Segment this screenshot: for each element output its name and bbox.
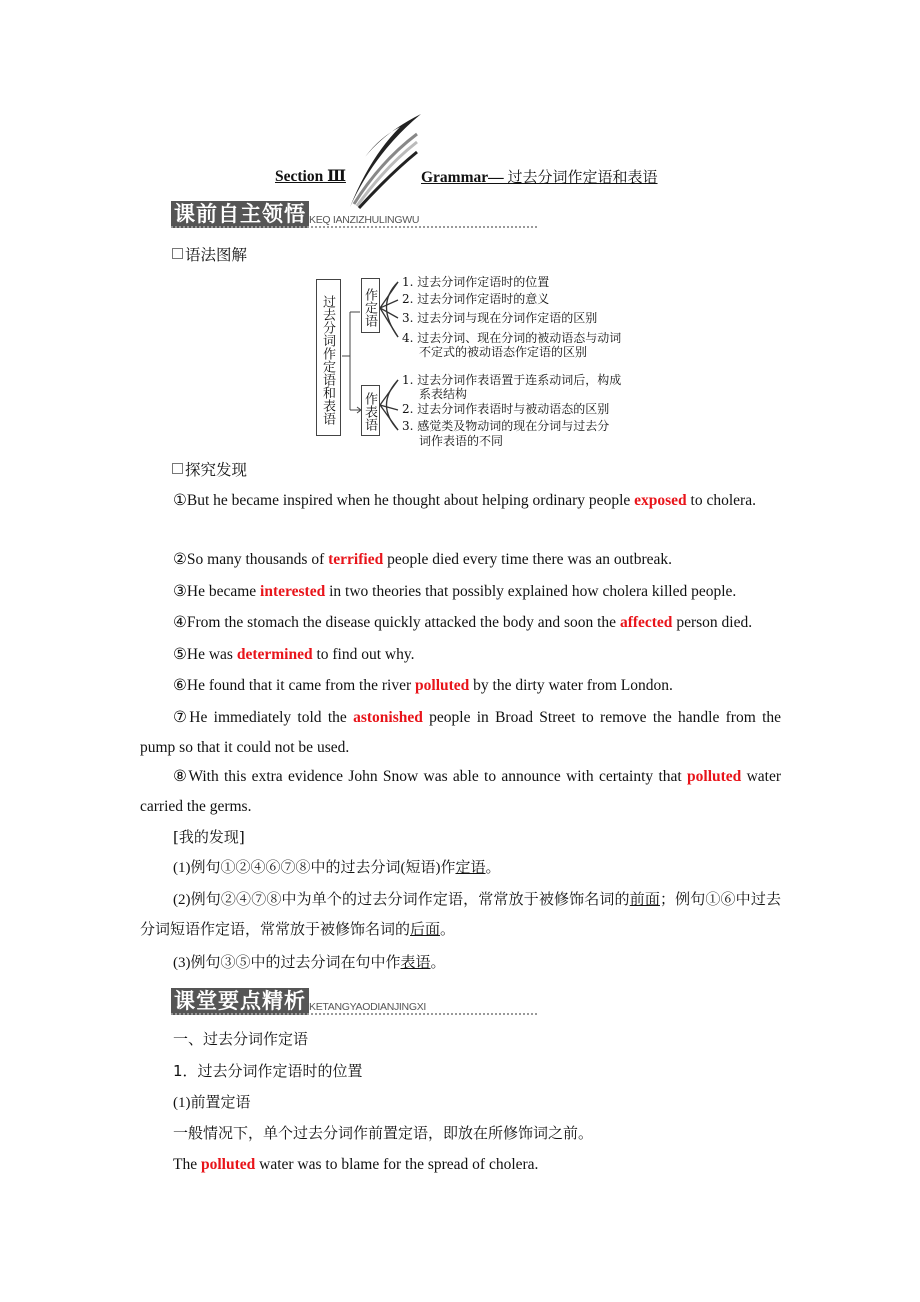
diagram-heading-text: 语法图解 [185,246,248,264]
diagram-item: 3. 感觉类及物动词的现在分词与过去分 [402,419,610,433]
finding-answer: 表语 [400,955,431,971]
diagram-root-box: 过去分词作定语和表语 [316,279,341,436]
sentence-text: by the dirty water from London. [469,677,673,694]
topic-title: 过去分词作定语和表语 [507,168,658,186]
finding-text: 。 [430,955,446,971]
lesson-example [140,1150,781,1180]
example-sentence-4 [140,608,781,638]
swoosh-logo-icon [345,112,425,212]
sentence-text: to find out why. [312,646,415,663]
checkbox-icon [172,463,183,474]
sentence-text: people in Broad Street to remove the handle from the pump so that it could not be used. [140,709,782,756]
explore-heading [172,458,247,480]
example-sentence-7 [140,703,781,763]
lesson-text: 一般情况下，单个过去分词作前置定语，即放在所修饰词之前。 [173,1126,594,1142]
banner-preview-title: 课前自主领悟 [171,201,309,228]
finding-3 [140,948,781,978]
grammar-label [421,166,658,187]
diagram-branch-predicative: 作表语 [361,385,380,436]
example-sentence-8 [140,762,781,822]
diagram-item: 2. 过去分词作表语时与被动语态的区别 [402,402,610,416]
diagram-item: 3. 过去分词与现在分词作定语的区别 [402,311,598,325]
sentence-text: people died every time there was an outbreak. [383,551,672,568]
finding-answer: 前面 [629,892,660,908]
finding-text: 。 [485,860,501,876]
highlight-word: astonished [353,709,423,726]
sentence-text: ④From the stomach the disease quickly attacked the body and soon the [173,614,620,631]
sentence-text: ②So many thousands of [173,551,329,568]
lesson-heading-2: 1．过去分词作定语时的位置 [173,1062,363,1080]
finding-text: (3)例句③⑤中的过去分词在句中作 [173,955,401,971]
highlight-word: polluted [200,1156,256,1173]
finding-text: (2)例句②④⑦⑧中为单个的过去分词作定语，常常放于被修饰名词的 [173,892,630,908]
finding-answer: 定语 [455,860,486,876]
highlight-word: polluted [415,677,470,694]
sentence-text: to cholera. [686,492,756,509]
highlight-word: interested [260,583,326,600]
diagram-item: 1. 过去分词作表语置于连系动词后，构成 [402,373,622,387]
sentence-text: in two theories that possibly explained how cholera killed people. [325,583,737,600]
banner-preview-pinyin: KEQ IANZIZHULINGWU [309,214,420,226]
grammar-text: Grammar— [421,169,508,186]
finding-answer: 后面 [410,922,441,938]
finding-text: 。 [440,922,456,938]
banner-lesson-pinyin: KETANGYAODIANJINGXI [309,1001,427,1013]
diagram-heading [172,243,247,265]
example-sentence-2 [140,545,781,575]
divider [171,226,537,228]
diagram-branch-attributive: 作定语 [361,278,380,333]
sentence-text: ①But he became inspired when he thought about helping ordinary people [173,492,635,509]
finding-1 [140,853,781,883]
sentence-text: ⑤He was [173,646,237,663]
lesson-heading-3: (1)前置定语 [173,1095,251,1111]
finding-text: ；例句①⑥中过去分词短语作定语，常常放于被修饰名词的 [140,892,781,938]
example-sentence-5 [140,640,781,670]
diagram-item: 2. 过去分词作定语时的意义 [402,292,550,306]
highlight-word: terrified [328,551,384,568]
section-label: Section Ⅲ [275,168,346,185]
sentence-text: ⑦He immediately told the [173,709,354,726]
sentence-text: ⑧With this extra evidence John Snow was able to announce with certainty that [173,768,688,785]
findings-heading: [我的发现] [173,828,245,846]
sentence-text: water was to blame for the spread of cholera. [255,1156,539,1173]
example-sentence-6 [140,671,781,701]
lesson-heading-1: 一、过去分词作定语 [173,1030,309,1048]
explore-heading-text: 探究发现 [185,461,248,479]
highlight-word: determined [236,646,313,663]
diagram-item: 不定式的被动语态作定语的区别 [419,345,588,359]
sentence-text: water carried the germs. [140,768,782,815]
highlight-word: polluted [687,768,742,785]
sentence-text: The [173,1156,201,1173]
sentence-text: person died. [672,614,753,631]
diagram-item: 1. 过去分词作定语时的位置 [402,275,550,289]
diagram-item: 系表结构 [419,387,468,401]
sentence-text: ③He became [173,583,261,600]
checkbox-icon [172,248,183,259]
example-sentence-3 [140,577,781,607]
banner-lesson-title: 课堂要点精析 [171,988,309,1015]
example-sentence-1 [140,486,781,516]
diagram-item: 词作表语的不同 [419,434,504,448]
highlight-word: exposed [634,492,687,509]
sentence-text: ⑥He found that it came from the river [173,677,416,694]
diagram-item: 4. 过去分词、现在分词的被动语态与动词 [402,331,622,345]
divider [171,1013,537,1015]
finding-text: (1)例句①②④⑥⑦⑧中的过去分词(短语)作 [173,860,456,876]
finding-2 [140,885,781,945]
highlight-word: affected [619,614,673,631]
